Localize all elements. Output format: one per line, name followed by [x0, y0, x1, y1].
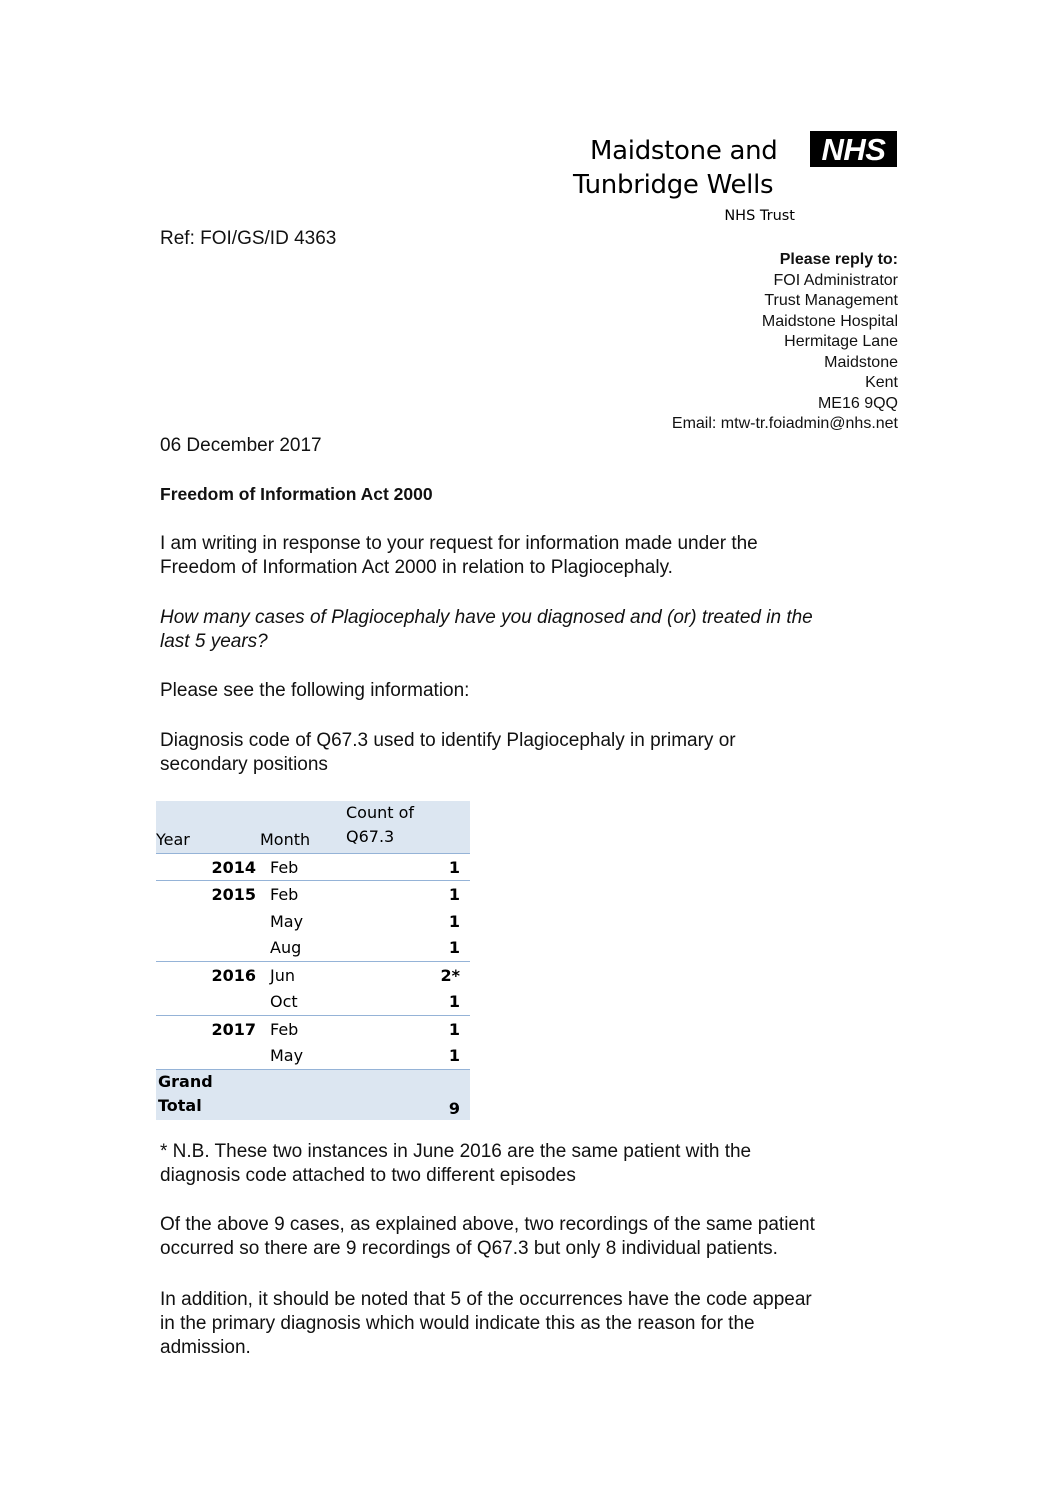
addition-paragraph [160, 1288, 905, 1360]
cell-month: Feb [260, 854, 346, 881]
cell-count: 1 [448, 992, 460, 1012]
cell-count: 1 [448, 911, 460, 931]
table-row [156, 1016, 470, 1043]
cell-count: 1 [448, 1046, 460, 1066]
cell-month: Oct [270, 992, 298, 1012]
cell-year: 2016 [156, 962, 260, 989]
total-label-line2: Total [158, 1096, 202, 1115]
total-label-line1: Grand [158, 1072, 213, 1091]
cell-year [156, 989, 260, 1016]
reference-number: Ref: FOI/GS/ID 4363 [160, 228, 337, 249]
text-line: In addition, it should be noted that 5 of the occurrences have the code appear [160, 1289, 812, 1310]
cell-year: 2014 [156, 854, 260, 881]
nhs-logo [810, 131, 897, 167]
table-total-row [156, 1070, 470, 1121]
reply-line: Maidstone [824, 353, 898, 371]
table-row [156, 854, 470, 881]
text-line: in the primary diagnosis which would indicate this as the reason for the [160, 1313, 755, 1334]
header-count-line1: Count of [346, 803, 415, 822]
letter-subject: Freedom of Information Act 2000 [160, 484, 433, 504]
table-row [156, 935, 470, 962]
note-paragraph [160, 1140, 905, 1188]
org-name-line2: Tunbridge Wells [573, 170, 774, 200]
table-row [156, 1043, 470, 1070]
header-month: Month [260, 801, 346, 854]
table-row [156, 881, 470, 908]
reply-address [672, 250, 898, 435]
text-line: Freedom of Information Act 2000 in relation to Plagiocephaly. [160, 557, 673, 578]
header-count [346, 801, 470, 854]
cell-month: Feb [260, 1016, 346, 1043]
total-empty-cell [260, 1070, 346, 1121]
nhs-logo-text: NHS [821, 132, 886, 167]
cell-year [156, 1043, 260, 1070]
text-line: Diagnosis code of Q67.3 used to identify Plagiocephaly in primary or [160, 730, 736, 751]
text-line: last 5 years? [160, 631, 268, 652]
text-line: secondary positions [160, 754, 328, 775]
reply-line: FOI Administrator [773, 271, 898, 289]
org-subtitle: NHS Trust [724, 208, 795, 224]
text-line: I am writing in response to your request for information made under the [160, 533, 758, 554]
reply-heading: Please reply to: [779, 251, 898, 268]
text-line: * N.B. These two instances in June 2016 are the same patient with the [160, 1141, 752, 1162]
reply-line: Kent [865, 374, 898, 391]
diagnosis-count-table [156, 801, 470, 1120]
total-label [156, 1070, 260, 1121]
see-info-paragraph [160, 679, 905, 703]
cell-count: 1 [346, 1016, 470, 1043]
total-value: 9 [346, 1070, 470, 1121]
reply-line: Maidstone Hospital [761, 312, 898, 330]
text-line: Please see the following information: [160, 680, 470, 701]
cell-month: May [270, 911, 304, 931]
org-name-line1: Maidstone and [590, 136, 778, 166]
diagnosis-code-paragraph [160, 729, 905, 777]
cell-month: May [270, 1046, 304, 1066]
reply-line: Trust Management [764, 292, 898, 309]
cell-count: 1 [448, 938, 460, 958]
text-line: diagnosis code attached to two different episodes [160, 1165, 576, 1186]
text-line: How many cases of Plagiocephaly have you diagnosed and (or) treated in the [160, 607, 813, 628]
text-line: occurred so there are 9 recordings of Q67.3 but only 8 individual patients. [160, 1238, 778, 1259]
letter-date: 06 December 2017 [160, 435, 322, 456]
intro-paragraph [160, 532, 905, 580]
cell-year [156, 908, 260, 935]
table-row [156, 962, 470, 989]
cases-paragraph [160, 1213, 905, 1261]
cell-month: Jun [260, 962, 346, 989]
header-year: Year [156, 801, 260, 854]
reply-email: Email: mtw-tr.foiadmin@nhs.net [671, 415, 898, 432]
cell-count: 2* [346, 962, 470, 989]
header-count-line2: Q67.3 [346, 827, 395, 846]
cell-month: Aug [270, 938, 302, 958]
question-paragraph [160, 606, 905, 654]
table-row [156, 908, 470, 935]
text-line: admission. [160, 1337, 251, 1358]
cell-year: 2017 [156, 1016, 260, 1043]
cell-month: Feb [260, 881, 346, 908]
reply-line: Hermitage Lane [784, 333, 898, 350]
cell-count: 1 [346, 854, 470, 881]
cell-year: 2015 [156, 881, 260, 908]
table-row [156, 989, 470, 1016]
text-line: Of the above 9 cases, as explained above, two recordings of the same patient [160, 1214, 815, 1235]
cell-count: 1 [346, 881, 470, 908]
cell-year [156, 935, 260, 962]
reply-line: ME16 9QQ [817, 394, 898, 412]
table-header-row [156, 801, 470, 854]
